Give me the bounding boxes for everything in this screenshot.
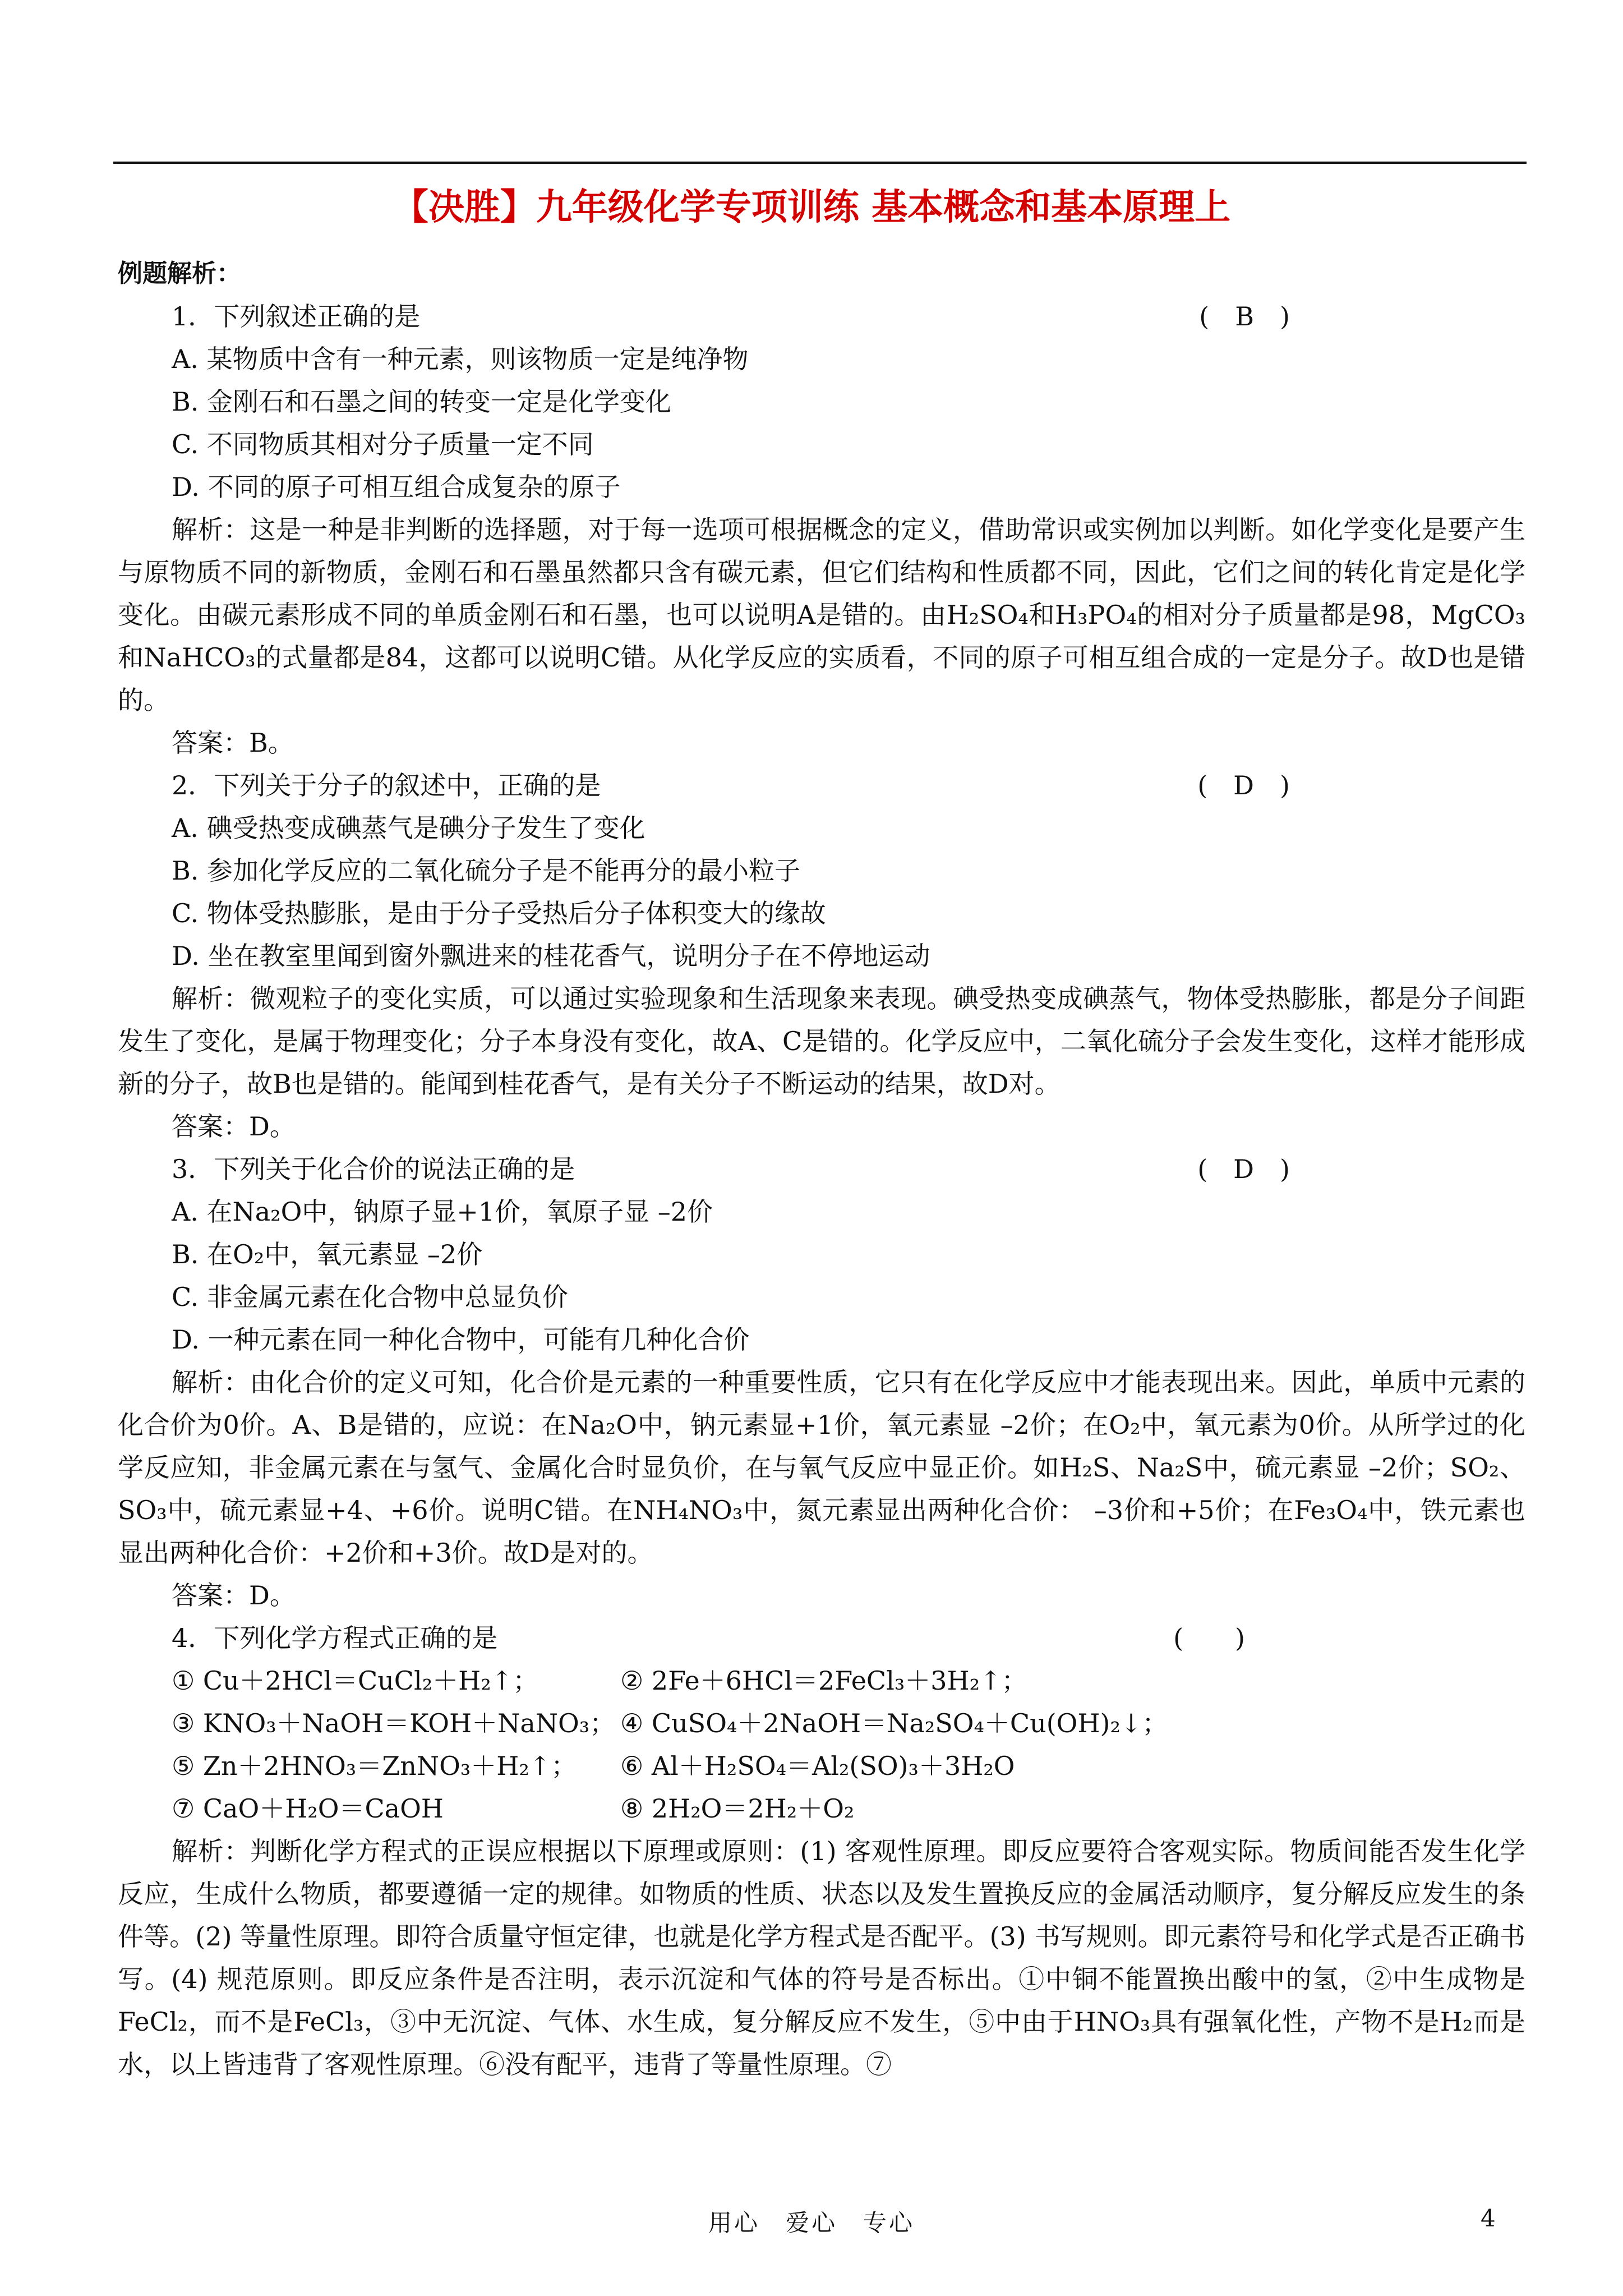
q1-analysis: 解析：这是一种是非判断的选择题，对于每一选项可根据概念的定义，借助常识或实例加以判断。如化学变化是要产生与原物质不同的新物质，金刚石和石墨虽然都只含有碳元素，但它们结构和性质都不同，因此，它们之间的转化肯定是化学变化。由碳元素形成不同的单质金刚石和石墨，也可以说明A是错的。由H₂SO₄和H₃PO₄的相对分子质量都是98，MgCO₃和NaHCO₃的式量都是84，这都可以说明C错。从化学反应的实质看，不同的原子可相互组合成的一定是分子。故D也是错的。 bbox=[118, 514, 1525, 715]
section-heading: 例题解析： bbox=[118, 259, 241, 288]
q3-answer-box: ( D ) bbox=[1197, 1154, 1290, 1184]
q4-answer-box: ( ) bbox=[1173, 1623, 1245, 1653]
q4-equation-4: ④ CuSO₄＋2NaOH＝Na₂SO₄＋Cu(OH)₂↓； bbox=[620, 1708, 1168, 1738]
q3-option-b: B. 在O₂中，氧元素显 –2价 bbox=[172, 1239, 483, 1269]
q1-stem-text: 1．下列叙述正确的是 bbox=[172, 301, 421, 332]
q2-analysis: 解析：微观粒子的变化实质，可以通过实验现象和生活现象来表现。碘受热变成碘蒸气，物体受热膨胀，都是分子间距发生了变化，是属于物理变化；分子本身没有变化，故A、C是错的。化学反应中，二氧化硫分子会发生变化，这样才能形成新的分子，故B也是错的。能闻到桂花香气，是有关分子不断运动的结果，故D对。 bbox=[118, 983, 1525, 1099]
q2-stem bbox=[118, 764, 1525, 807]
q1-answer: 答案：B。 bbox=[172, 728, 294, 758]
q2-option-c: C. 物体受热膨胀，是由于分子受热后分子体积变大的缘故 bbox=[172, 898, 826, 928]
q4-analysis: 解析：判断化学方程式的正误应根据以下原理或原则：(1) 客观性原理。即反应要符合客观实际。物质间能否发生化学反应，生成什么物质，都要遵循一定的规律。如物质的性质、状态以及发生置换反应的金属活动顺序，复分解反应发生的条件等。(2) 等量性原理。即符合质量守恒定律，也就是化学方程式是否配平。(3) 书写规则。即元素符号和化学式是否正确书写。(4) 规范原则。即反应条件是否注明，表示沉淀和气体的符号是否标出。①中铜不能置换出酸中的氢，②中生成物是FeCl₂，而不是FeCl₃，③中无沉淀、气体、水生成，复分解反应不发生，⑤中由于HNO₃具有强氧化性，产物不是H₂而是水，以上皆违背了客观性原理。⑥没有配平，违背了等量性原理。⑦ bbox=[118, 1836, 1525, 2079]
q1-option-b: B. 金刚石和石墨之间的转变一定是化学变化 bbox=[172, 386, 672, 417]
q4-equation-2: ② 2Fe＋6HCl＝2FeCl₃＋3H₂↑； bbox=[620, 1665, 1027, 1696]
q2-option-d: D. 坐在教室里闻到窗外飘进来的桂花香气，说明分子在不停地运动 bbox=[172, 941, 930, 971]
q4-equation-row bbox=[118, 1787, 1525, 1830]
q4-equation-5: ⑤ Zn＋2HNO₃＝ZnNO₃＋H₂↑； bbox=[172, 1751, 577, 1781]
q4-equation-6: ⑥ Al＋H₂SO₄＝Al₂(SO)₃＋3H₂O bbox=[620, 1751, 1015, 1781]
page-footer: 用心 爱心 专心 bbox=[708, 2209, 915, 2237]
q4-stem-text: 4．下列化学方程式正确的是 bbox=[172, 1623, 498, 1653]
page-title: 【决胜】九年级化学专项训练 基本概念和基本原理上 bbox=[392, 187, 1231, 228]
q1-answer-box: ( B ) bbox=[1199, 301, 1290, 332]
q4-equation-row bbox=[118, 1659, 1525, 1702]
q1-option-d: D. 不同的原子可相互组合成复杂的原子 bbox=[172, 472, 621, 502]
q3-answer: 答案：D。 bbox=[172, 1580, 296, 1611]
q1-option-c: C. 不同物质其相对分子质量一定不同 bbox=[172, 429, 594, 459]
q3-analysis: 解析：由化合价的定义可知，化合价是元素的一种重要性质，它只有在化学反应中才能表现出来。因此，单质中元素的化合价为0价。A、B是错的，应说：在Na₂O中，钠元素显+1价，氧元素显 –2价；在O₂中，氧元素为0价。从所学过的化学反应知，非金属元素在与氢气、金属化合时显负价，在与氧气反应中显正价。如H₂S、Na₂S中，硫元素显 –2价；SO₂、SO₃中，硫元素显+4、+6价。说明C错。在NH₄NO₃中，氮元素显出两种化合价： –3价和+5价；在Fe₃O₄中，铁元素也显出两种化合价：+2价和+3价。故D是对的。 bbox=[118, 1367, 1525, 1568]
q4-equation-row bbox=[118, 1702, 1525, 1745]
q2-option-b: B. 参加化学反应的二氧化硫分子是不能再分的最小粒子 bbox=[172, 855, 801, 886]
q3-stem-text: 3．下列关于化合价的说法正确的是 bbox=[172, 1154, 575, 1184]
q4-equation-row bbox=[118, 1745, 1525, 1787]
q1-stem bbox=[118, 295, 1525, 338]
q3-option-a: A. 在Na₂O中，钠原子显+1价，氧原子显 –2价 bbox=[172, 1197, 713, 1227]
q3-option-d: D. 一种元素在同一种化合物中，可能有几种化合价 bbox=[172, 1324, 750, 1355]
q4-stem bbox=[118, 1617, 1525, 1659]
q4-equation-7: ⑦ CaO＋H₂O＝CaOH bbox=[172, 1793, 444, 1824]
q1-option-a: A. 某物质中含有一种元素，则该物质一定是纯净物 bbox=[172, 344, 749, 374]
header-rule bbox=[113, 162, 1527, 164]
q3-option-c: C. 非金属元素在化合物中总显负价 bbox=[172, 1282, 568, 1312]
q2-option-a: A. 碘受热变成碘蒸气是碘分子发生了变化 bbox=[172, 813, 645, 843]
q4-equation-8: ⑧ 2H₂O＝2H₂＋O₂ bbox=[620, 1793, 855, 1824]
page-number: 4 bbox=[1481, 2205, 1496, 2232]
q4-equation-3: ③ KNO₃＋NaOH＝KOH＋NaNO₃； bbox=[172, 1708, 616, 1738]
q3-stem bbox=[118, 1148, 1525, 1190]
document-body bbox=[118, 252, 1525, 2086]
q2-answer-box: ( D ) bbox=[1197, 770, 1290, 800]
q2-answer: 答案：D。 bbox=[172, 1111, 296, 1142]
q2-stem-text: 2．下列关于分子的叙述中，正确的是 bbox=[172, 770, 601, 800]
q4-equation-1: ① Cu＋2HCl＝CuCl₂＋H₂↑； bbox=[172, 1665, 539, 1696]
